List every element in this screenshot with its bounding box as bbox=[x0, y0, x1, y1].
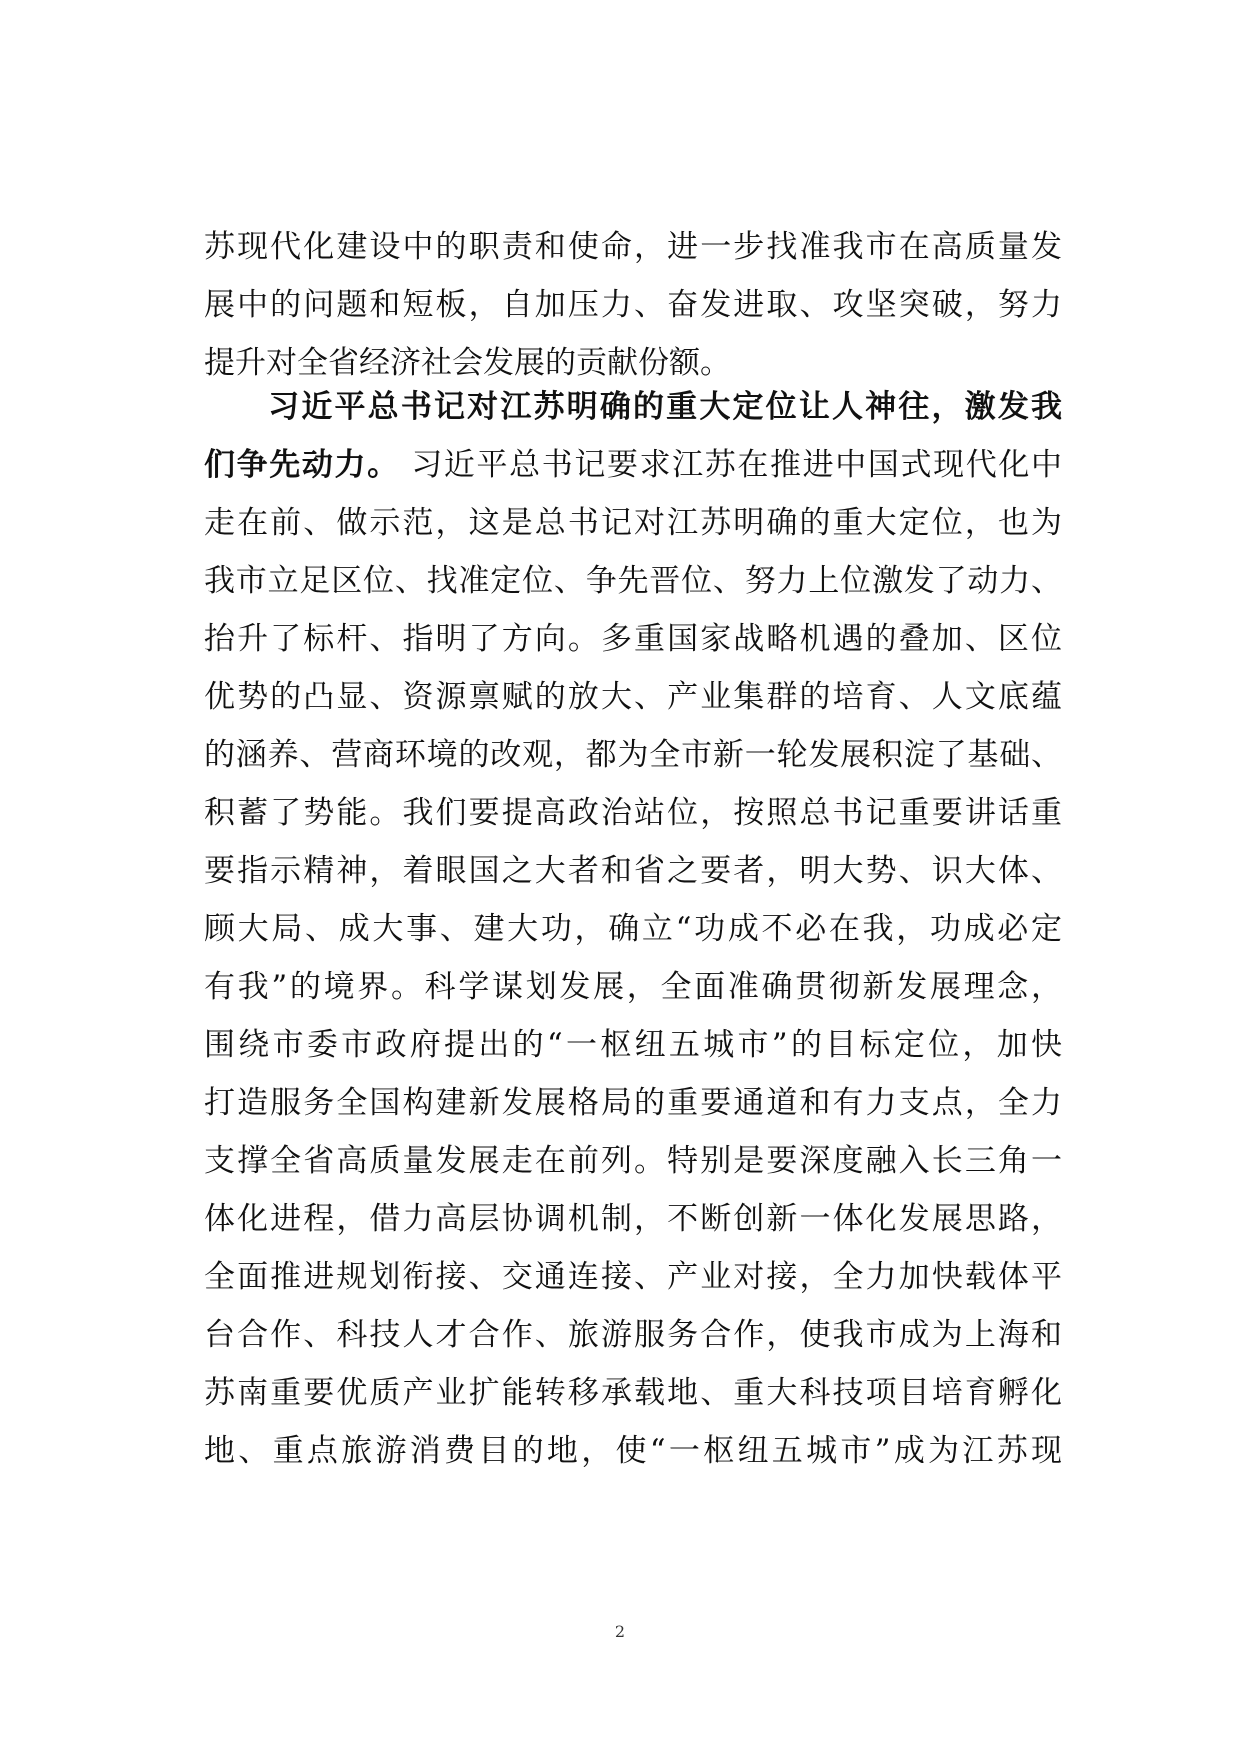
paragraph-line: 苏南重要优质产业扩能转移承载地、重大科技项目培育孵化 bbox=[204, 1375, 1062, 1411]
paragraph-continued bbox=[204, 218, 1062, 392]
paragraph-text: 习近平总书记要求江苏在推进中国式现代化中 bbox=[411, 447, 1062, 483]
paragraph-line: 的涵养、营商环境的改观，都为全市新一轮发展积淀了基础、 bbox=[204, 737, 1062, 773]
paragraph-line: 地、重点旅游消费目的地，使“一枢纽五城市”成为江苏现 bbox=[204, 1433, 1062, 1469]
paragraph-main bbox=[204, 378, 1062, 1480]
paragraph-line: 全面推进规划衔接、交通连接、产业对接，全力加快载体平 bbox=[204, 1259, 1062, 1295]
paragraph-heading-line bbox=[204, 436, 1062, 494]
paragraph-line: 积蓄了势能。我们要提高政治站位，按照总书记重要讲话重 bbox=[204, 795, 1062, 831]
page-number: 2 bbox=[614, 1622, 626, 1641]
paragraph-line: 抬升了标杆、指明了方向。多重国家战略机遇的叠加、区位 bbox=[204, 621, 1062, 657]
paragraph-line: 展中的问题和短板，自加压力、奋发进取、攻坚突破，努力 bbox=[204, 287, 1062, 323]
paragraph-line: 台合作、科技人才合作、旅游服务合作，使我市成为上海和 bbox=[204, 1317, 1062, 1353]
paragraph-line: 支撑全省高质量发展走在前列。特别是要深度融入长三角一 bbox=[204, 1143, 1062, 1179]
paragraph-line: 打造服务全国构建新发展格局的重要通道和有力支点，全力 bbox=[204, 1085, 1062, 1121]
paragraph-line: 顾大局、成大事、建大功，确立“功成不必在我，功成必定 bbox=[204, 911, 1062, 947]
paragraph-line: 我市立足区位、找准定位、争先晋位、努力上位激发了动力、 bbox=[204, 563, 1062, 599]
bold-heading-text: 习近平总书记对江苏明确的重大定位让人神往，激发我 bbox=[266, 389, 1062, 425]
paragraph-heading-line bbox=[204, 378, 1062, 436]
paragraph-line: 苏现代化建设中的职责和使命，进一步找准我市在高质量发 bbox=[204, 229, 1062, 265]
paragraph-line: 提升对全省经济社会发展的贡献份额。 bbox=[204, 345, 731, 381]
paragraph-line: 优势的凸显、资源禀赋的放大、产业集群的培育、人文底蕴 bbox=[204, 679, 1062, 715]
paragraph-line: 走在前、做示范，这是总书记对江苏明确的重大定位，也为 bbox=[204, 505, 1062, 541]
paragraph-line: 要指示精神，着眼国之大者和省之要者，明大势、识大体、 bbox=[204, 853, 1062, 889]
bold-heading-text: 们争先动力。 bbox=[204, 447, 400, 483]
paragraph-line: 体化进程，借力高层协调机制，不断创新一体化发展思路， bbox=[204, 1201, 1062, 1237]
paragraph-line: 有我”的境界。科学谋划发展，全面准确贯彻新发展理念， bbox=[204, 969, 1062, 1005]
paragraph-line: 围绕市委市政府提出的“一枢纽五城市”的目标定位，加快 bbox=[204, 1027, 1062, 1063]
